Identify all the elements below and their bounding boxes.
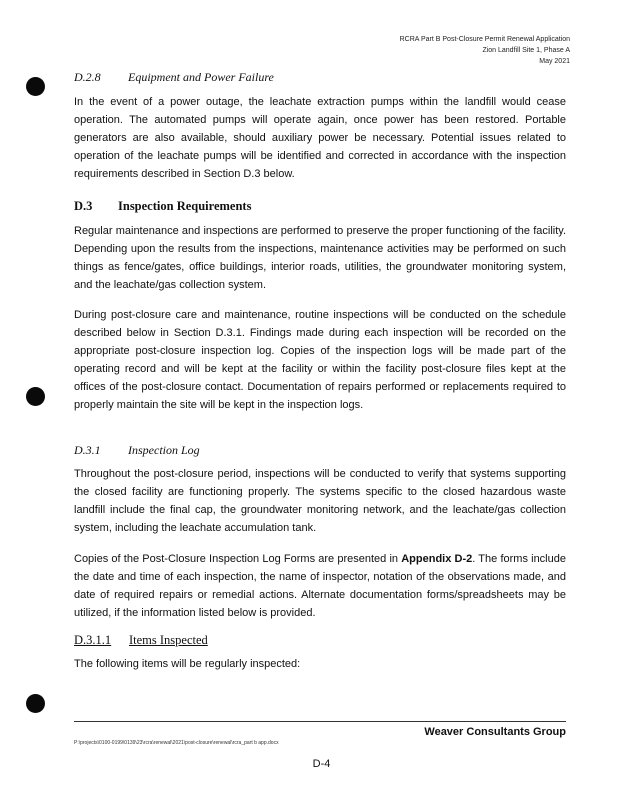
paragraph-d311: The following items will be regularly inspected:	[74, 658, 301, 670]
section-title: Inspection Log	[128, 443, 200, 457]
section-title: Equipment and Power Failure	[128, 70, 274, 84]
appendix-reference: Appendix D-2	[401, 553, 473, 565]
paragraph-d3-maintenance: Regular maintenance and inspections are performed to preserve the proper functioning of the facility. Depending upon the results from the inspections, maintenance activities may be performed on such things as fence/gates, office buildings, interior roads, utilities, the groundwater monitoring system, and the leachate/gas collection system.	[74, 225, 566, 291]
page-header	[400, 34, 570, 67]
text-run: Copies of the Post-Closure Inspection Log Forms are presented in	[74, 553, 402, 565]
section-heading-d31	[74, 443, 200, 458]
page-number: D-4	[312, 758, 331, 770]
footer-company-name: Weaver Consultants Group	[424, 726, 566, 738]
paragraph-d31-inspections: Throughout the post-closure period, inspections will be conducted to verify that systems supporting the closed facility are functioning properly. The systems specific to the closed hazardous waste landfill include the final cap, the groundwater monitoring network, and the leachate/gas collection system, including the leachate accumulation tank.	[74, 468, 566, 534]
header-document-title: RCRA Part B Post-Closure Permit Renewal Application	[399, 36, 570, 43]
text-run: . The forms include the date and time of each inspection, the name of inspector, notation of the observations made, and date of required repairs or remedial actions. Alternate documentation forms/spreadsheets may be utilized, if the information listed below is provided.	[74, 553, 566, 619]
binder-hole-top	[26, 77, 45, 96]
paragraph-d3-post-closure: During post-closure care and maintenance, routine inspections will be conducted on the schedule described below in Section D.3.1. Findings made during each inspection will be recorded on the appropriate post-closure inspection log. Copies of the inspection logs will be made part of the operating record and will be kept at the facility or within the facility post-closure files kept at the offices of the post-closure contact. Documentation of repairs performed or replacements required to properly maintain the site will be kept in the inspection logs.	[74, 309, 566, 411]
footer-file-path: P:\projects\0100-0199\0139\23\rcra\renewal\2021\post-closure\renewal\rcra_part b app.docx	[74, 740, 279, 746]
section-title: Items Inspected	[129, 633, 208, 647]
section-heading-d3	[74, 199, 251, 214]
section-heading-d311	[74, 633, 208, 648]
section-number: D.2.8	[74, 70, 101, 84]
paragraph-d31-forms	[74, 550, 566, 622]
section-number: D.3	[74, 199, 93, 213]
header-site-name: Zion Landfill Site 1, Phase A	[482, 47, 570, 54]
binder-hole-bottom	[26, 694, 45, 713]
header-date: May 2021	[539, 58, 570, 65]
section-heading-d228	[74, 70, 274, 85]
footer-divider	[74, 721, 566, 722]
section-number: D.3.1.1	[74, 633, 112, 647]
paragraph-d228: In the event of a power outage, the leachate extraction pumps within the landfill would cease operation. The automated pumps will operate again, once power has been restored. Portable generators are also available, should auxiliary power be necessary. Potential issues related to operation of the leachate pumps will be identified and corrected in accordance with the inspection requirements described in Section D.3 below.	[74, 96, 566, 180]
section-number: D.3.1	[74, 443, 101, 457]
section-title: Inspection Requirements	[118, 199, 252, 213]
binder-hole-middle	[26, 387, 45, 406]
